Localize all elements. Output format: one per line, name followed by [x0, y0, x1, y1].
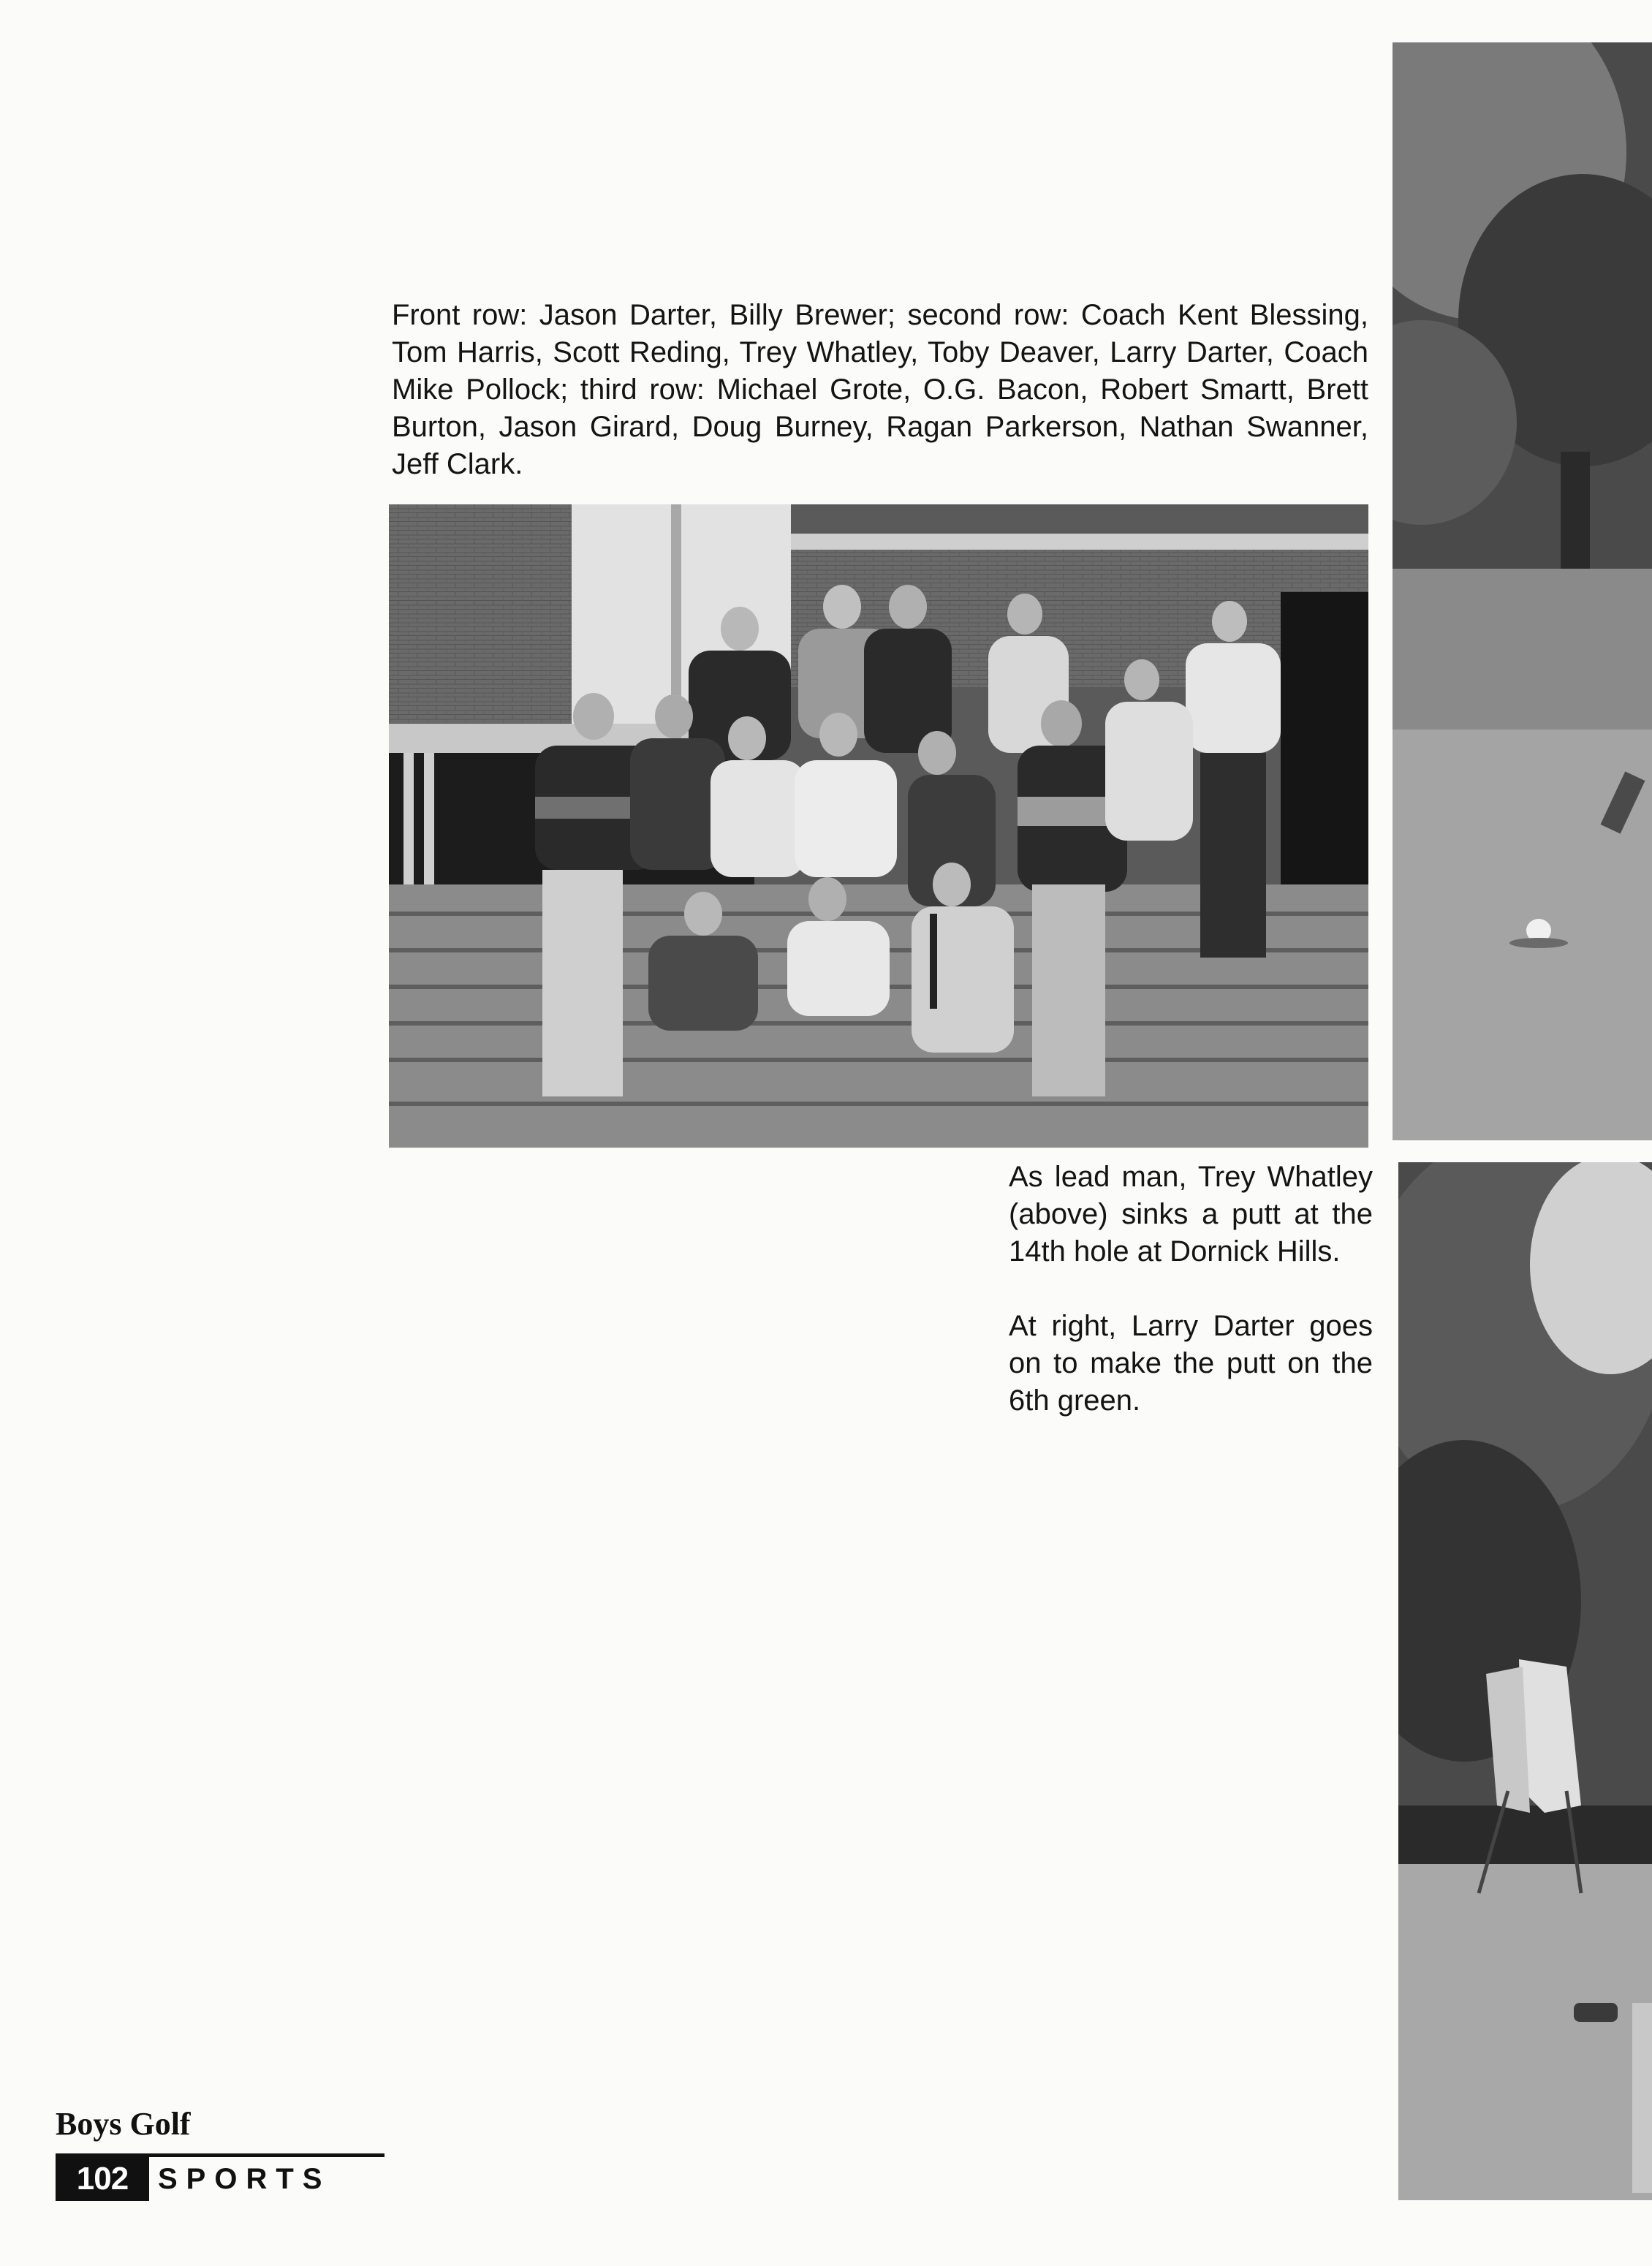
golf-course-photo-top [1393, 42, 1652, 1140]
team-photo-image [389, 504, 1368, 1148]
golf-putt-image-bottom [1398, 1162, 1652, 2200]
page-number: 102 [56, 2157, 149, 2201]
caption-larry-darter: At right, Larry Darter goes on to make the putt on the 6th green. [1009, 1310, 1373, 1417]
golf-course-image-top [1393, 42, 1652, 1140]
section-title: Boys Golf [56, 2106, 191, 2142]
team-caption-text: Front row: Jason Darter, Billy Brewer; second row: Coach Kent Blessing, Tom Harris, Scott Reding, Trey Whatley, Toby Deaver, Larry Darter, Coach Mike Pollock; third row: Michael Grote, O.G. Bacon, Robert Smartt, Brett Burton, Jason Girard, Doug Burney, Ragan Parkerson, Nathan Swanner, Jeff Clark. [392, 299, 1368, 480]
side-captions [1009, 1159, 1373, 1420]
team-photo-caption [392, 297, 1368, 483]
caption-trey-whatley: As lead man, Trey Whatley (above) sinks a putt at the 14th hole at Dornick Hills. [1009, 1161, 1373, 1267]
team-photo [389, 504, 1368, 1148]
golf-putt-photo-bottom [1398, 1162, 1652, 2200]
section-label: SPORTS [158, 2163, 331, 2195]
caption-spacer [1009, 1270, 1373, 1308]
